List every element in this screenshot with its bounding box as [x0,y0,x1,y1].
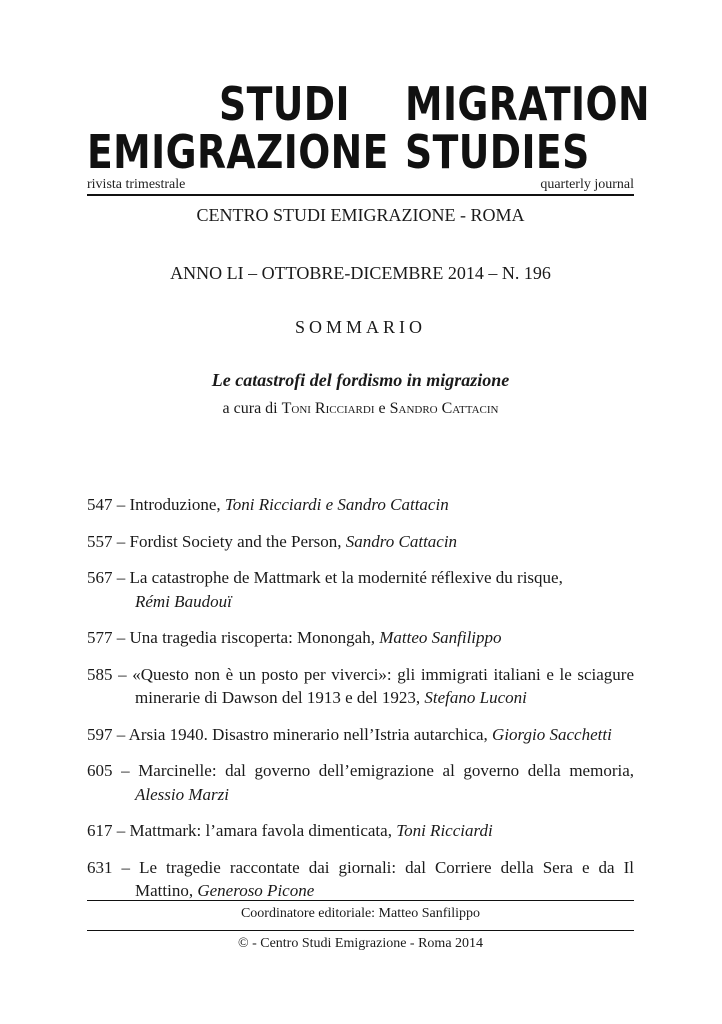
toc-page-number: 605 – [87,761,139,780]
toc-entry [87,856,634,903]
toc-article-title: Mattmark: l’amara favola dimenticata, [129,821,397,840]
toc-article-title: Una tragedia riscoperta: Monongah, [129,628,380,647]
toc-page-number: 547 – [87,495,130,514]
label-rivista-trimestrale: rivista trimestrale [87,177,186,192]
masthead-rule [87,194,634,196]
toc-article-title: La catastrophe de Mattmark et la modernité réflexive du risque, [129,568,563,587]
toc-entry [87,530,634,554]
curator-name: Sandro Cattacin [389,400,499,417]
toc-article-title: Marcinelle: dal governo dell’emigrazione al governo della memoria, [138,761,634,780]
masthead-studi: STUDI [219,77,350,131]
toc-page-number: 557 – [87,531,130,551]
toc-entry [87,723,634,747]
toc-page-number: 617 – [87,821,130,840]
masthead-migration: MIGRATION [405,77,650,131]
toc-author: Alessio Marzi [135,784,229,804]
toc-entry [87,566,634,613]
toc-author: Matteo Sanfilippo [379,628,502,647]
editorial-coordinator: Coordinatore editoriale: Matteo Sanfilippo [240,906,481,921]
curators-line [87,400,634,418]
curated-prefix: a cura di [222,400,282,417]
toc-article-title: Arsia 1940. Disastro minerario nell’Istria autarchica, [128,724,493,744]
footer-rule-top [87,900,634,901]
footer-rule-bottom [87,930,634,931]
theme-title: Le catastrofi del fordismo in migrazione [211,370,510,390]
toc-article-title: Introduzione, [129,495,225,514]
masthead-studies: STUDIES [405,125,590,179]
publisher-line: CENTRO STUDI EMIGRAZIONE - ROMA [196,205,525,225]
toc-author: Sandro Cattacin [345,531,458,551]
toc-article-title: «Questo non è un posto per viverci»: gli immigrati italiani e le sciagure minerarie di Dawson del 1913 e del 1923, [132,664,635,707]
toc-author: Giorgio Sacchetti [492,724,612,744]
toc-page-number: 567 – [87,568,130,587]
toc-entry [87,626,634,650]
copyright-line: © - Centro Studi Emigrazione - Roma 2014 [237,936,484,951]
toc-entry [87,493,634,517]
masthead-emigrazione: EMIGRAZIONE [87,125,389,179]
curator-joiner: e [374,400,390,417]
issue-line: ANNO LI – OTTOBRE-DICEMBRE 2014 – N. 196 [170,263,551,283]
toc-page-number: 577 – [87,628,130,647]
toc-article-title: Fordist Society and the Person, [129,531,346,551]
toc-author: Generoso Picone [197,881,315,900]
toc-page-number: 631 – [87,857,140,877]
label-quarterly-journal: quarterly journal [540,177,634,192]
toc-author: Toni Ricciardi e Sandro Cattacin [224,495,449,514]
table-of-contents [87,493,634,916]
toc-page-number: 597 – [87,724,129,744]
toc-author: Toni Ricciardi [396,821,493,840]
toc-entry [87,819,634,843]
toc-entry [87,663,634,710]
contents-heading: SOMMARIO [294,317,427,337]
toc-entry [87,759,634,806]
toc-author: Stefano Luconi [424,688,527,707]
curator-name: Toni Ricciardi [281,400,375,417]
toc-page-number: 585 – [87,664,133,684]
toc-article-title: Le tragedie raccontate dai giornali: dal Corriere della Sera e da Il Mattino, [135,857,635,900]
toc-author: Rémi Baudouï [135,591,232,611]
